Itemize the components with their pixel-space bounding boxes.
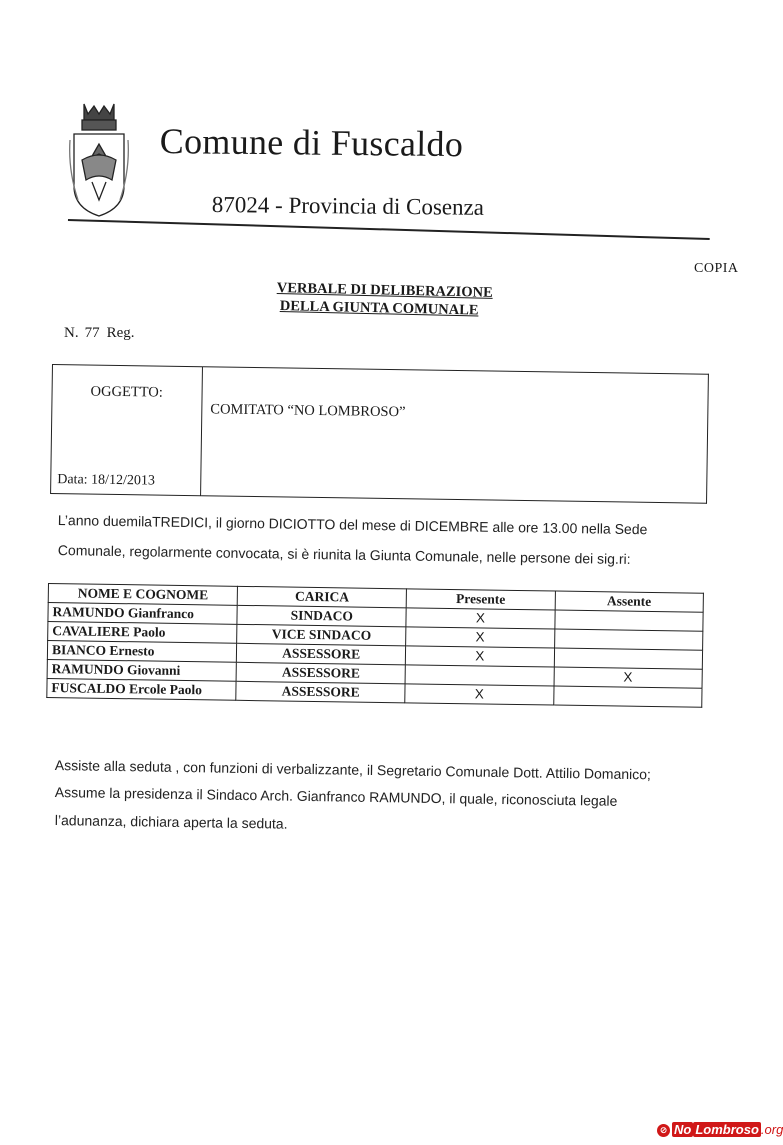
intro-line-1: L’anno duemilaTREDICI, il giorno DICIOTTO del mese di DICEMBRE alle ore 13.00 nella Sede — [57, 512, 648, 538]
absent-mark: X — [554, 667, 703, 688]
registry-suffix: Reg. — [106, 325, 135, 341]
member-name: RAMUNDO Gianfranco — [48, 603, 238, 625]
subject-value: COMITATO “NO LOMBROSO” — [210, 401, 406, 421]
subject-label-cell — [50, 364, 203, 496]
registry-prefix: N. — [64, 325, 79, 341]
session-open-line: l’adunanza, dichiara aperta la seduta. — [54, 812, 288, 832]
absent-mark — [553, 686, 702, 707]
member-name: FUSCALDO Ercole Paolo — [47, 678, 237, 700]
member-role: SINDACO — [237, 605, 406, 627]
watermark-part-3: .org — [760, 1122, 783, 1137]
member-name: BIANCO Ernesto — [47, 641, 237, 663]
subject-box — [50, 364, 709, 504]
copy-stamp: COPIA — [694, 261, 739, 276]
municipal-crest-icon — [68, 100, 130, 218]
date-line — [57, 472, 155, 489]
municipality-subtitle: 87024 - Provincia di Cosenza — [211, 192, 485, 220]
present-mark: X — [406, 627, 555, 648]
present-mark: X — [406, 608, 555, 629]
date-label: Data: — [57, 472, 88, 488]
member-role: ASSESSORE — [236, 681, 405, 703]
absent-mark — [554, 648, 703, 669]
intro-line-2: Comunale, regolarmente convocata, si è riunita la Giunta Comunale, nelle persone dei sig.ri: — [57, 542, 631, 567]
registry-number — [64, 325, 135, 342]
present-mark: X — [405, 684, 554, 705]
member-name: CAVALIERE Paolo — [48, 622, 238, 644]
absent-mark — [554, 610, 703, 631]
header-divider — [68, 219, 710, 240]
present-mark: X — [406, 646, 555, 667]
member-role: ASSESSORE — [237, 643, 406, 665]
member-role: VICE SINDACO — [237, 624, 406, 646]
header-present: Presente — [406, 589, 555, 610]
header-absent: Assente — [555, 591, 704, 612]
watermark-part-2: Lombroso — [695, 1122, 759, 1137]
presidency-line: Assume la presidenza il Sindaco Arch. Gianfranco RAMUNDO, il quale, riconosciuta legale — [54, 784, 618, 809]
header-role: CARICA — [238, 586, 407, 608]
present-mark — [405, 665, 554, 686]
subject-label: OGGETTO: — [90, 383, 163, 401]
header-name: NOME E COGNOME — [48, 584, 238, 606]
watermark-link[interactable] — [657, 1122, 783, 1137]
no-symbol-icon: ⊘ — [657, 1124, 670, 1137]
secretary-line: Assiste alla seduta , con funzioni di verbalizzante, il Segretario Comunale Dott. Attilio Domanico; — [54, 757, 652, 783]
document-title-line-2: DELLA GIUNTA COMUNALE — [279, 298, 479, 319]
registry-value: 77 — [84, 325, 100, 341]
watermark-part-1: No — [674, 1122, 692, 1137]
date-value: 18/12/2013 — [90, 472, 155, 489]
attendance-table — [46, 583, 704, 708]
subject-value-cell — [201, 366, 709, 503]
absent-mark — [554, 629, 703, 650]
document-title-line-1: VERBALE DI DELIBERAZIONE — [276, 280, 493, 301]
member-name: RAMUNDO Giovanni — [47, 659, 237, 681]
member-role: ASSESSORE — [236, 662, 405, 684]
municipality-title: Comune di Fuscaldo — [159, 120, 464, 165]
